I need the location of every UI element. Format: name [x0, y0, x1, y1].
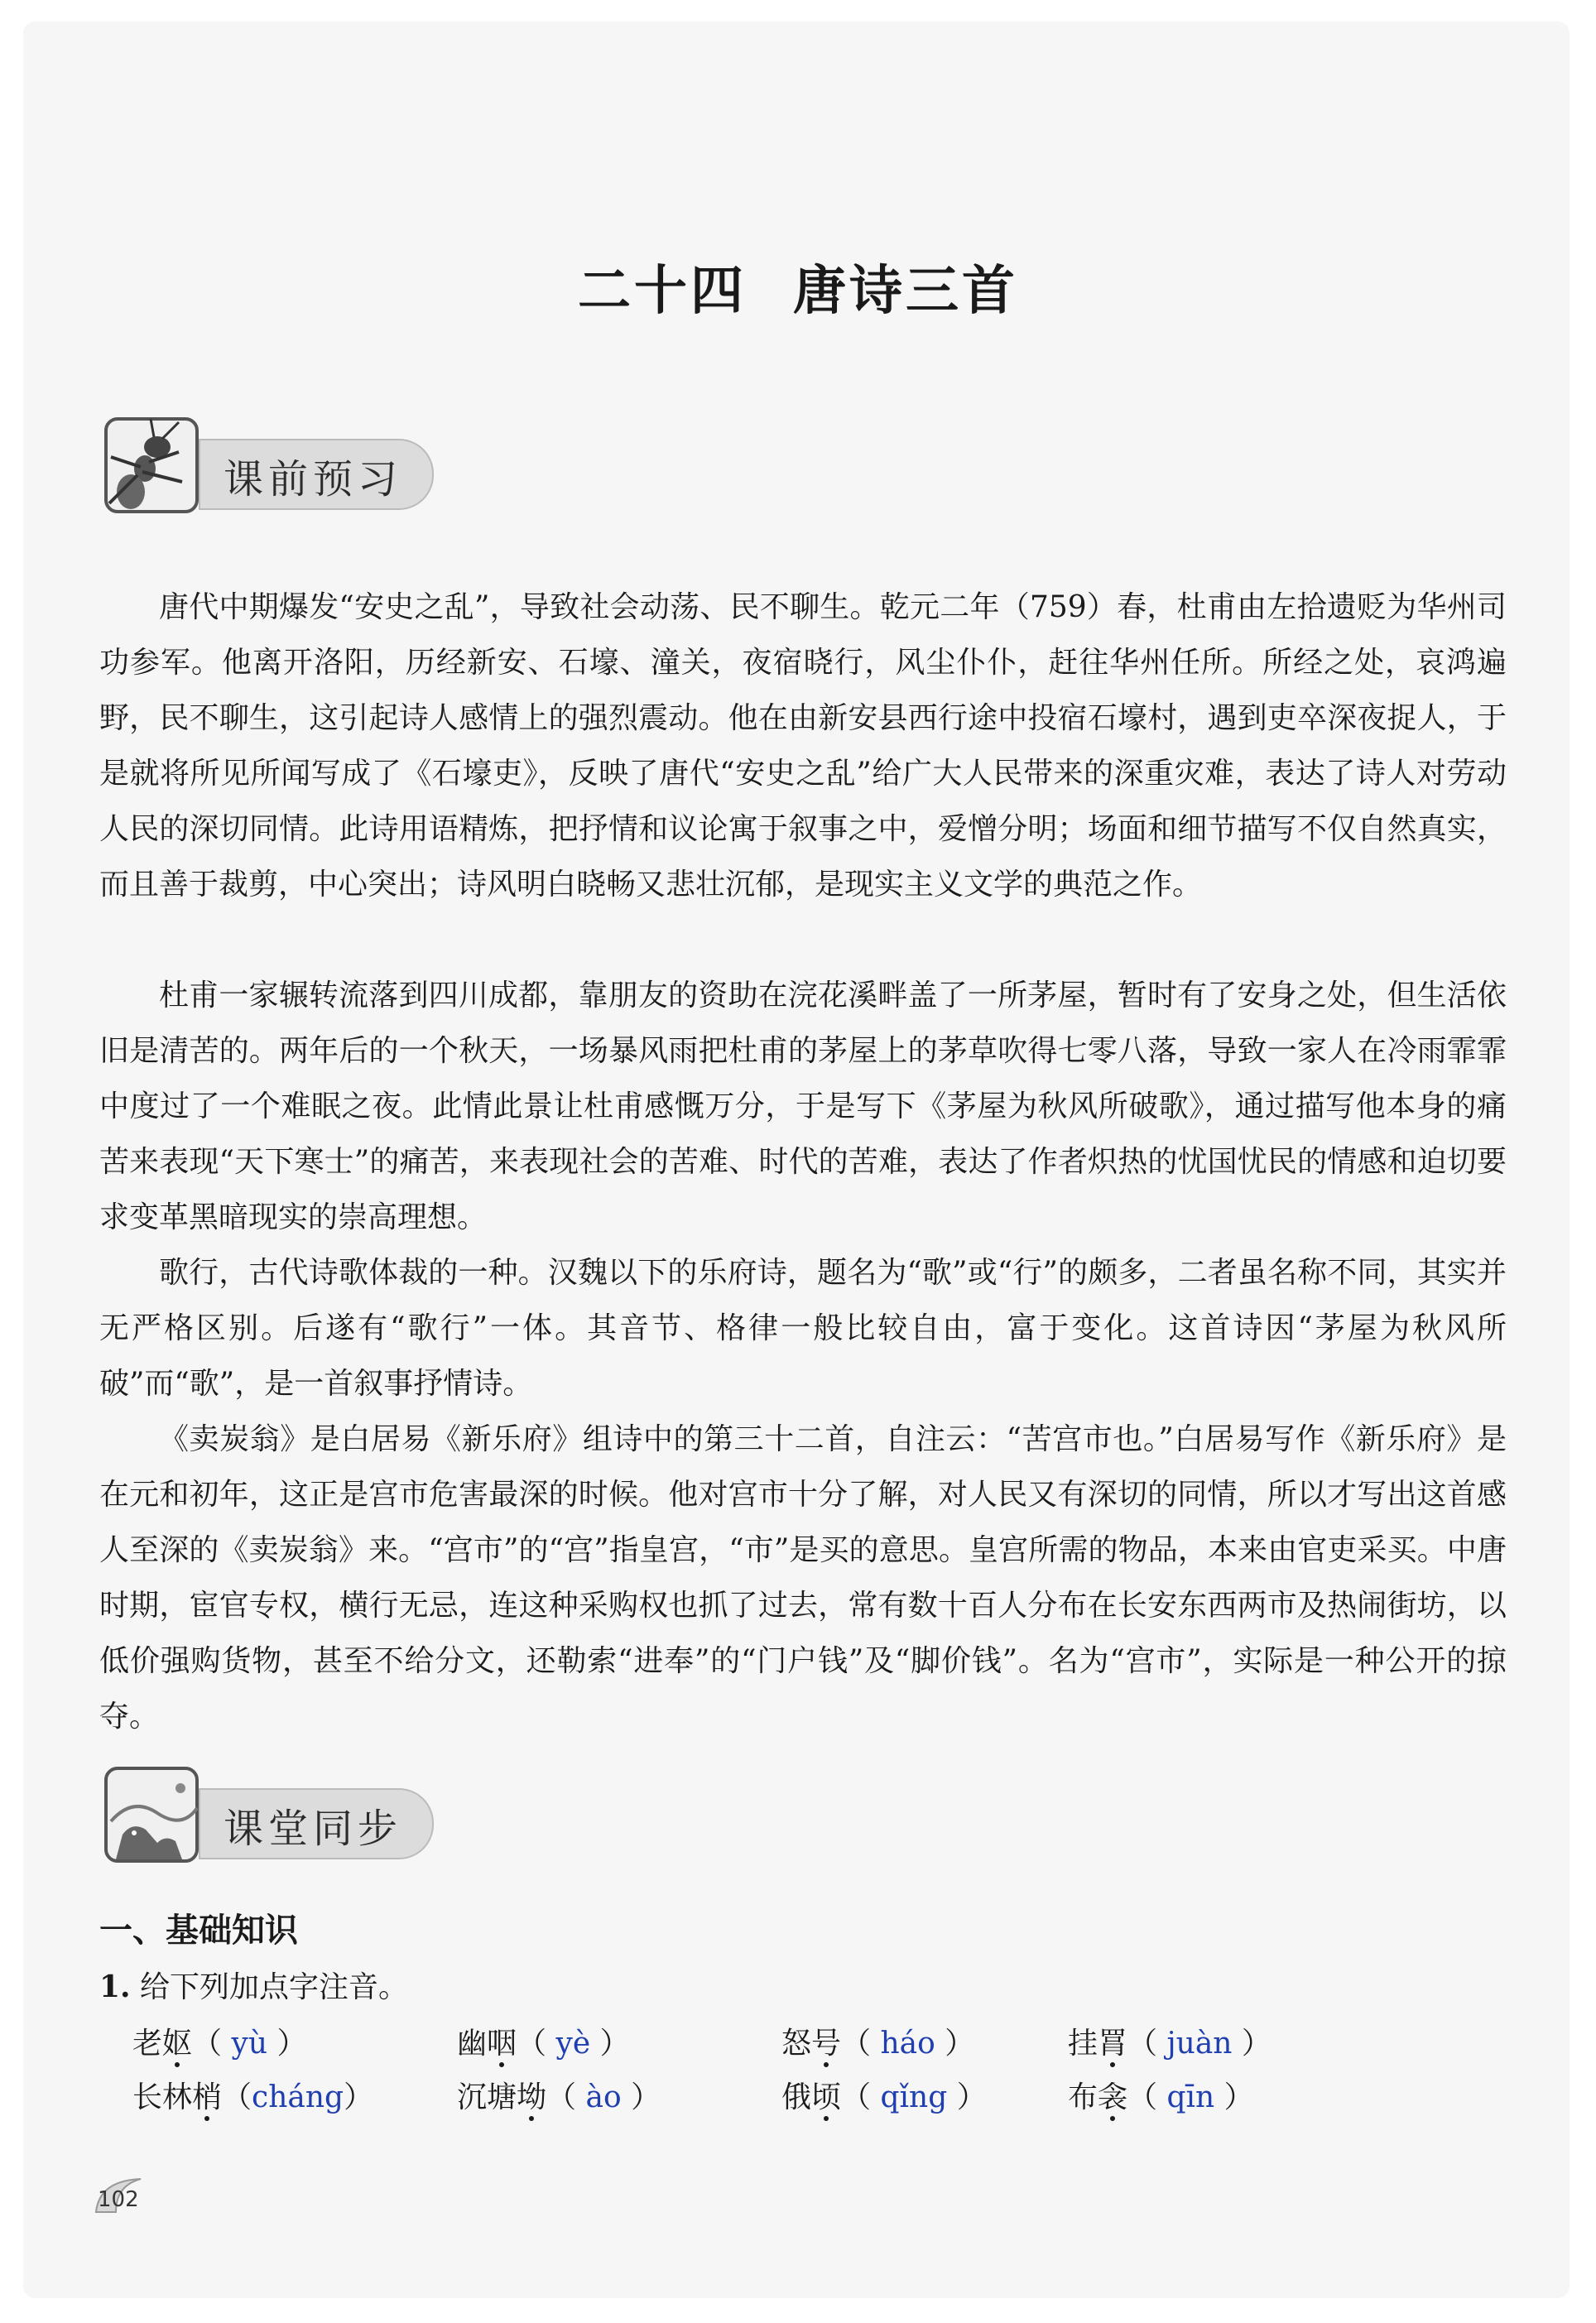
- pinyin-answer: yè: [555, 2027, 591, 2061]
- answer-row-2: [132, 2074, 1374, 2123]
- ant-icon: [99, 414, 207, 522]
- pinyin-answer: háo: [880, 2027, 935, 2061]
- answer-row-1: [132, 2020, 1374, 2070]
- page-title: [0, 248, 1596, 325]
- pinyin-item: 布衾（ qīn ）: [1068, 2080, 1254, 2114]
- dinosaur-icon: [99, 1763, 207, 1871]
- question-number: 1.: [99, 1970, 131, 2004]
- question-1: [99, 1964, 408, 2006]
- dotted-char: 妪: [162, 2027, 193, 2061]
- dotted-char: 号: [811, 2027, 842, 2061]
- section-preview-banner: [99, 414, 447, 538]
- pinyin-answer: qǐng: [880, 2080, 948, 2114]
- dotted-char: 梢: [192, 2080, 223, 2114]
- pinyin-item: 怒号（ háo ）: [781, 2027, 975, 2061]
- dotted-char: 衾: [1098, 2080, 1128, 2114]
- pinyin-answer: cháng: [252, 2080, 344, 2114]
- page-number-badge: [91, 2174, 157, 2220]
- question-text: 给下列加点字注音。: [140, 1970, 409, 2004]
- pinyin-item: 沉塘坳（ ào ）: [457, 2080, 661, 2114]
- dotted-char: 罥: [1098, 2027, 1128, 2061]
- intro-paragraph-2: 杜甫一家辗转流落到四川成都，靠朋友的资助在浣花溪畔盖了一所茅屋，暂时有了安身之处，但生活依旧是清苦的。两年后的一个秋天，一场暴风雨把杜甫的茅屋上的茅草吹得七零八落，导致一家人在冷雨霏霏中度过了一个难眠之夜。此情此景让杜甫感慨万分，于是写下《茅屋为秋风所破歌》，通过描写他本身的痛苦来表现“天下寒士”的痛苦，来表现社会的苦难、时代的苦难，表达了作者炽热的忧国忧民的情感和迫切要求变革黑暗现实的崇高理想。: [99, 979, 1507, 1234]
- pinyin-item: 长林梢（cháng）: [132, 2080, 374, 2114]
- pinyin-item: 俄顷（ qǐng ）: [781, 2080, 987, 2114]
- intro-paragraph-4: 《卖炭翁》是白居易《新乐府》组诗中的第三十二首，自注云：“苦宫市也。”白居易写作《新乐府》是在元和初年，这正是宫市危害最深的时候。他对宫市十分了解，对人民又有深切的同情，所以才写出这首感人至深的《卖炭翁》来。“宫市”的“宫”指皇宫，“市”是买的意思。皇宫所需的物品，本来由官吏采买。中唐时期，宦官专权，横行无忌，连这种采购权也抓了过去，常有数十百人分布在长安东西两市及热闹街坊，以低价强购货物，甚至不给分文，还勒索“进奉”的“门户钱”及“脚价钱”。名为“宫市”，实际是一种公开的掠夺。: [99, 1422, 1507, 1734]
- pinyin-item: 幽咽（ yè ）: [457, 2027, 630, 2061]
- pinyin-answer: ào: [585, 2080, 622, 2114]
- intro-paragraph-3: 歌行，古代诗歌体裁的一种。汉魏以下的乐府诗，题名为“歌”或“行”的颇多，二者虽名称不同，其实并无严格区别。后遂有“歌行”一体。其音节、格律一般比较自由，富于变化。这首诗因“茅屋为秋风所破”而“歌”，是一首叙事抒情诗。: [99, 1256, 1507, 1401]
- intro-paragraph-1: 唐代中期爆发“安史之乱”，导致社会动荡、民不聊生。乾元二年（759）春，杜甫由左拾遗贬为华州司功参军。他离开洛阳，历经新安、石壕、潼关，夜宿晓行，风尘仆仆，赶往华州任所。所经之处，哀鸿遍野，民不聊生，这引起诗人感情上的强烈震动。他在由新安县西行途中投宿石壕村，遇到吏卒深夜捉人，于是就将所见所闻写成了《石壕吏》，反映了唐代“安史之乱”给广大人民带来的深重灾难，表达了诗人对劳动人民的深切同情。此诗用语精炼，把抒情和议论寓于叙事之中，爱憎分明；场面和细节描写不仅自然真实，而且善于裁剪，中心突出；诗风明白晓畅又悲壮沉郁，是现实主义文学的典范之作。: [99, 590, 1507, 902]
- pinyin-answer: yù: [231, 2027, 268, 2061]
- title-text: 唐诗三首: [793, 260, 1018, 322]
- pinyin-item: 老妪（ yù ）: [132, 2027, 307, 2061]
- pinyin-item: 挂罥（ juàn ）: [1068, 2027, 1272, 2061]
- section-title: 课堂同步: [224, 1806, 403, 1852]
- dotted-char: 坳: [517, 2080, 547, 2114]
- page-number: 102: [98, 2187, 139, 2212]
- pinyin-answer: qīn: [1166, 2080, 1215, 2114]
- pinyin-answer: juàn: [1166, 2027, 1233, 2061]
- section-sync-banner: [99, 1763, 447, 1888]
- title-number: 二十四: [578, 260, 747, 322]
- dotted-char: 顷: [811, 2080, 842, 2114]
- exercise-heading: 一、基础知识: [99, 1912, 298, 1950]
- section-title: 课前预习: [224, 456, 403, 503]
- dotted-char: 咽: [487, 2027, 517, 2061]
